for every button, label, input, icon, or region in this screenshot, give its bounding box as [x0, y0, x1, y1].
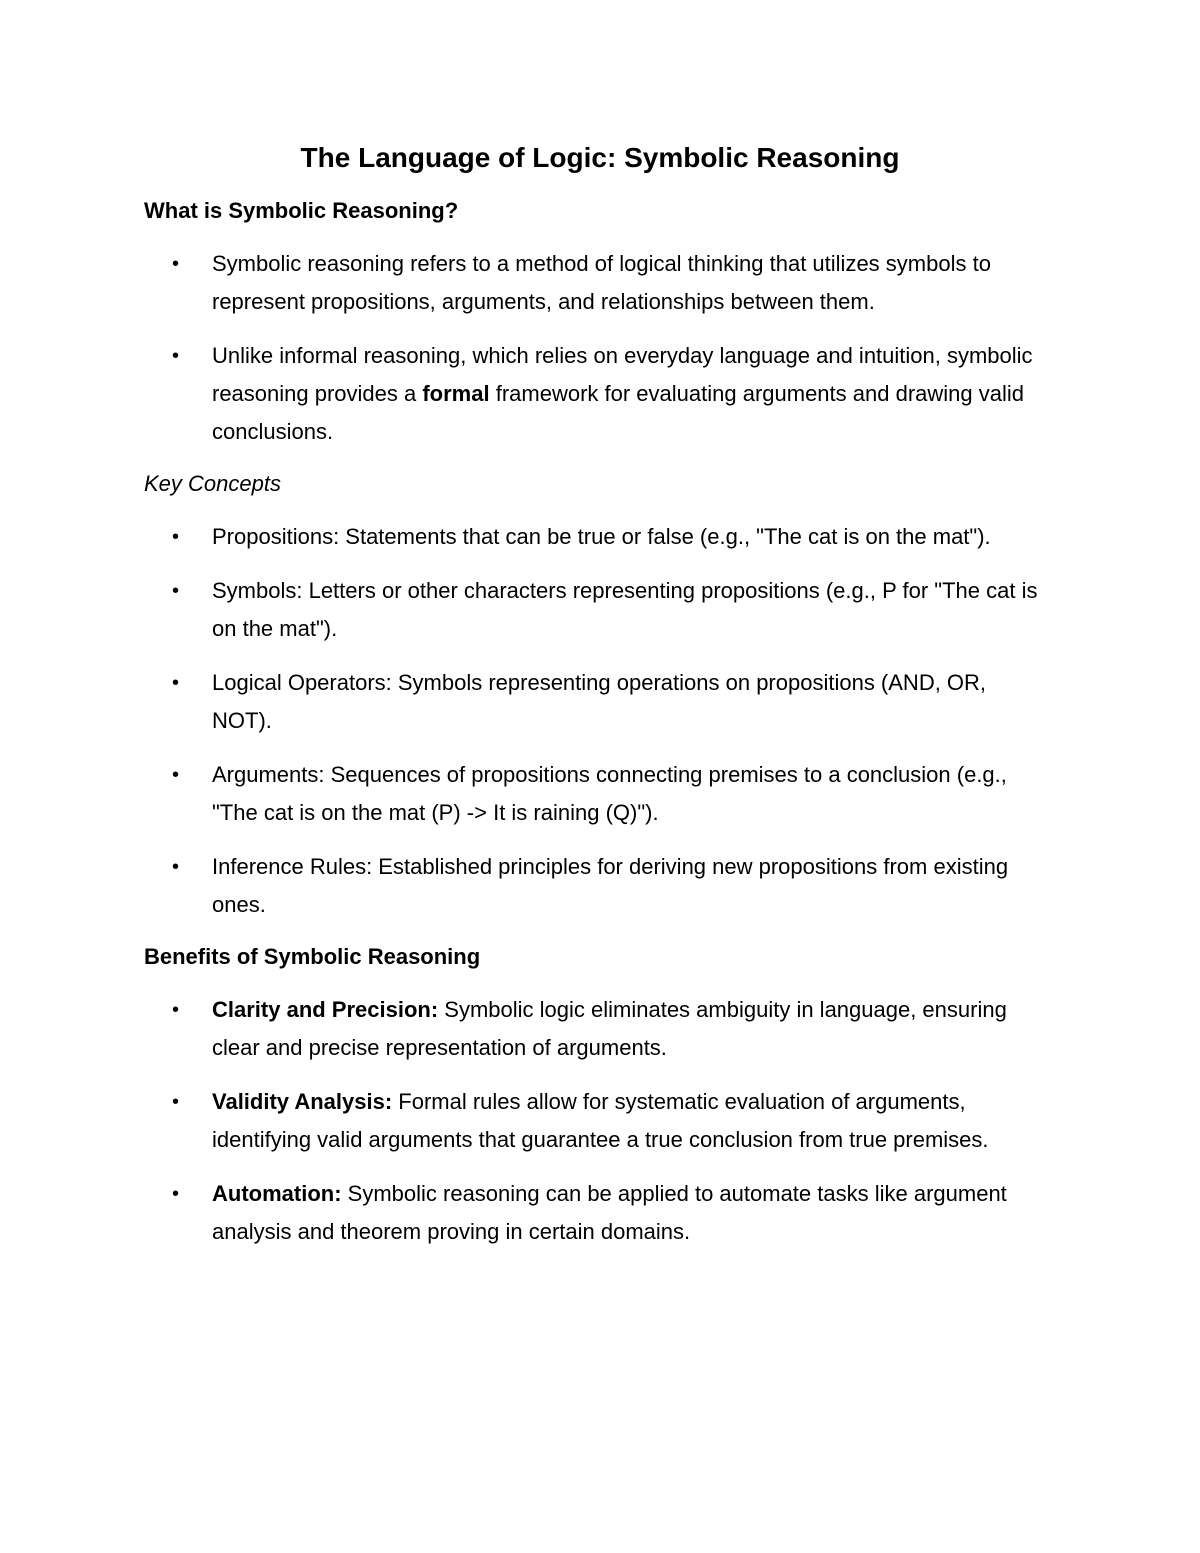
- list-item-text-after: framework for evaluating arguments and drawing valid conclusions.: [212, 381, 1024, 445]
- list-item: [144, 1083, 1052, 1159]
- list-item: [144, 756, 1052, 832]
- key-concepts-list: [144, 518, 1056, 924]
- benefit-label: Automation:: [212, 1180, 342, 1206]
- bullet-icon: •: [172, 525, 180, 548]
- bullet-icon: •: [172, 998, 180, 1021]
- list-item-text: Arguments: Sequences of propositions connecting premises to a conclusion (e.g., "The cat is on the mat (P) -> It is raining (Q)").: [212, 761, 1007, 825]
- list-item: [144, 848, 1052, 924]
- bullet-icon: •: [172, 345, 180, 368]
- what-is-list: [144, 245, 1056, 451]
- bullet-icon: •: [172, 855, 180, 878]
- list-item-text-before: Unlike informal reasoning, which relies on everyday language and intuition, symbolic reasoning provides a: [212, 343, 1033, 407]
- benefits-list: [144, 991, 1056, 1251]
- list-item-text: Symbols: Letters or other characters representing propositions (e.g., P for "The cat is on the mat").: [212, 577, 1038, 641]
- section-heading-key-concepts: Key Concepts: [144, 471, 281, 497]
- benefit-label: Validity Analysis:: [212, 1088, 393, 1114]
- bullet-icon: •: [172, 579, 180, 602]
- document-title: The Language of Logic: Symbolic Reasoning: [300, 142, 900, 173]
- bullet-icon: •: [172, 763, 180, 786]
- list-item: [144, 337, 1052, 451]
- bullet-icon: •: [172, 671, 180, 694]
- emphasis-formal: formal: [422, 381, 490, 407]
- list-item: [144, 518, 1052, 556]
- section-heading-benefits: Benefits of Symbolic Reasoning: [144, 943, 481, 969]
- list-item-text: Symbolic reasoning can be applied to automate tasks like argument analysis and theorem proving in certain domains.: [212, 1180, 1007, 1244]
- list-item-text: Logical Operators: Symbols representing operations on propositions (AND, OR, NOT).: [212, 669, 987, 733]
- list-item: [144, 991, 1052, 1067]
- list-item: [144, 1175, 1052, 1251]
- list-item-text: Symbolic reasoning refers to a method of logical thinking that utilizes symbols to represent propositions, arguments, and relationships between them.: [212, 251, 991, 315]
- bullet-icon: •: [172, 1182, 180, 1205]
- list-item: [144, 664, 1052, 740]
- section-heading-what-is: What is Symbolic Reasoning?: [144, 198, 459, 224]
- benefit-label: Clarity and Precision:: [212, 996, 439, 1022]
- list-item-text: Inference Rules: Established principles for deriving new propositions from existing ones.: [212, 853, 1009, 917]
- list-item-text: Propositions: Statements that can be true or false (e.g., "The cat is on the mat").: [212, 523, 991, 549]
- list-item: [144, 572, 1052, 648]
- list-item: [144, 245, 1052, 321]
- list-item-text: Symbolic logic eliminates ambiguity in language, ensuring clear and precise representation of arguments.: [212, 996, 1007, 1060]
- list-item-text: Formal rules allow for systematic evaluation of arguments, identifying valid arguments that guarantee a true conclusion from true premises.: [212, 1088, 989, 1152]
- bullet-icon: •: [172, 1090, 180, 1113]
- bullet-icon: •: [172, 253, 180, 276]
